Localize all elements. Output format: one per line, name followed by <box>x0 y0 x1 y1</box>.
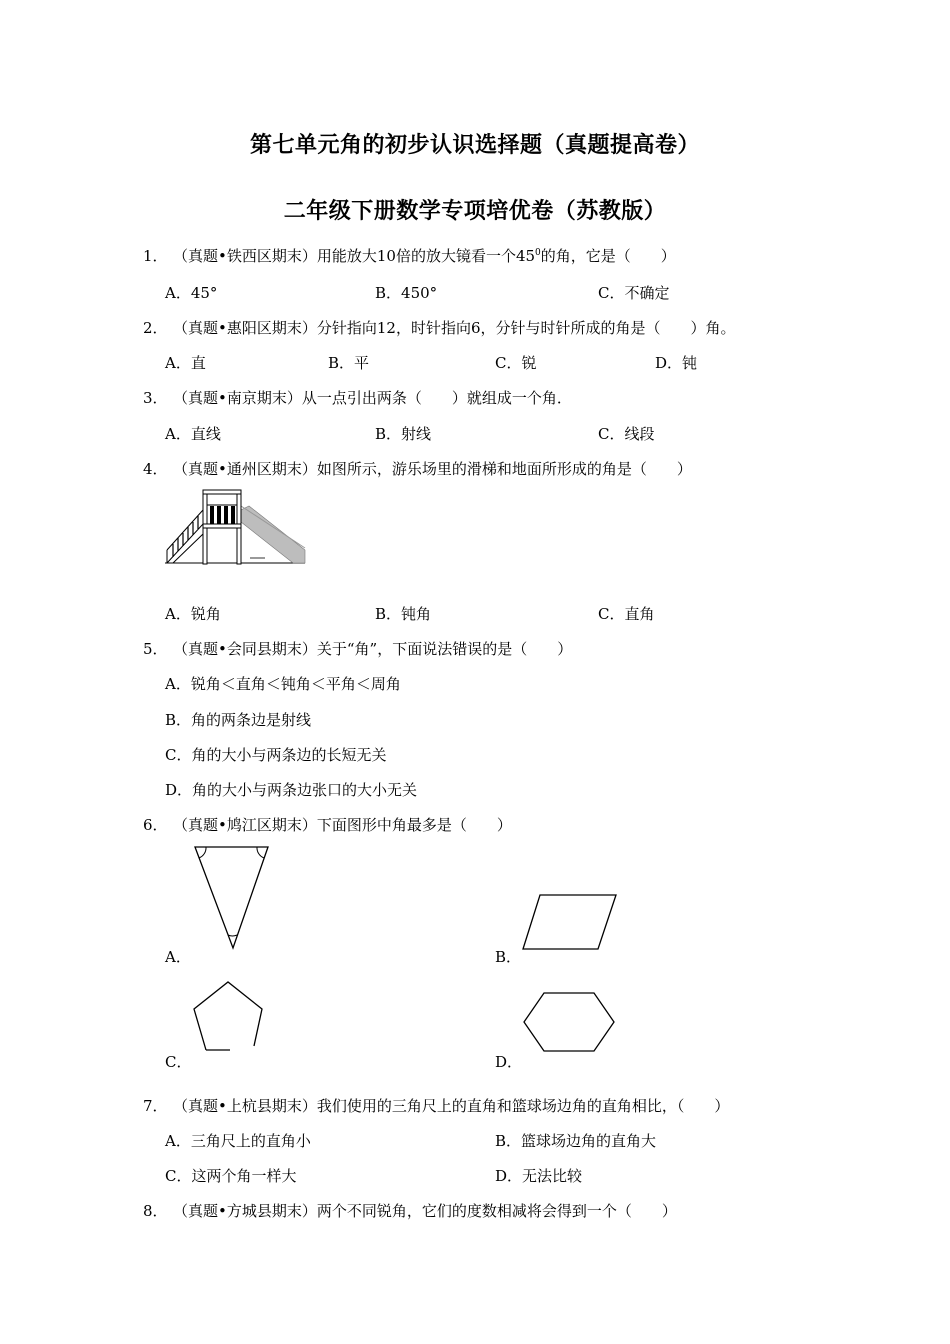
question-number: 1． <box>143 247 168 265</box>
option-b: B．平 <box>328 354 370 372</box>
question-text: 如图所示，游乐场里的滑梯和地面所形成的角是（ ） <box>316 460 692 478</box>
option-c: C．锐 <box>495 354 537 372</box>
option-a: A．锐角＜直角＜钝角＜平角＜周角 <box>165 675 401 693</box>
option-c: C．线段 <box>598 425 655 443</box>
option-a: A．直 <box>165 354 206 372</box>
question-number: 5． <box>143 640 168 658</box>
option-c: C． <box>165 1053 192 1071</box>
question-6 <box>143 814 512 835</box>
question-text: 我们使用的三角尺上的直角和篮球场边角的直角相比，（ ） <box>316 1097 730 1115</box>
hexagon-figure <box>520 990 618 1054</box>
question-text: 关于“角”，下面说法错误的是（ ） <box>316 640 573 658</box>
pentagon-figure <box>190 978 268 1054</box>
option-d: D．角的大小与两条边张口的大小无关 <box>165 781 418 799</box>
question-source: （真题•方城县期末） <box>173 1202 317 1220</box>
question-text: 两个不同锐角，它们的度数相减将会得到一个（ ） <box>316 1202 677 1220</box>
question-source: （真题•南京期末） <box>173 389 302 407</box>
option-c: C．不确定 <box>598 284 670 302</box>
question-number: 3． <box>143 389 168 407</box>
option-a: A． <box>165 948 191 966</box>
superscript: 0 <box>535 248 541 258</box>
question-3 <box>143 387 572 408</box>
option-b: B．钝角 <box>375 605 432 623</box>
option-a: A．直线 <box>165 425 221 443</box>
option-a: A．45° <box>165 284 218 302</box>
option-d: D．钝 <box>655 354 698 372</box>
question-source: （真题•惠阳区期末） <box>173 319 317 337</box>
question-source: （真题•铁西区期末） <box>173 247 317 265</box>
option-b: B．450° <box>375 284 438 302</box>
parallelogram-figure <box>520 892 620 952</box>
option-a: A．锐角 <box>165 605 221 623</box>
question-source: （真题•会同县期末） <box>173 640 317 658</box>
slide-figure <box>165 488 307 568</box>
option-c: C．角的大小与两条边的长短无关 <box>165 746 387 764</box>
question-source: （真题•鸠江区期末） <box>173 816 317 834</box>
question-text-end: 的角，它是（ ） <box>540 247 676 265</box>
question-1 <box>143 245 676 266</box>
question-4 <box>143 458 692 479</box>
question-8 <box>143 1200 677 1221</box>
option-a: A．三角尺上的直角小 <box>165 1132 311 1150</box>
question-text: 分针指向12，时针指向6，分针与时针所成的角是（ ）角。 <box>316 319 736 337</box>
option-b: B．篮球场边角的直角大 <box>495 1132 657 1150</box>
question-number: 6． <box>143 816 168 834</box>
page-subtitle: 二年级下册数学专项培优卷（苏教版） <box>283 198 667 224</box>
question-number: 2． <box>143 319 168 337</box>
option-b: B．射线 <box>375 425 432 443</box>
question-number: 8． <box>143 1202 168 1220</box>
question-7 <box>143 1095 729 1116</box>
question-text: 用能放大10倍的放大镜看一个45 <box>316 247 536 265</box>
question-text: 从一点引出两条（ ）就组成一个角． <box>301 389 572 407</box>
option-c: C．这两个角一样大 <box>165 1167 297 1185</box>
question-number: 4． <box>143 460 168 478</box>
question-5 <box>143 638 572 659</box>
option-b: B．角的两条边是射线 <box>165 711 312 729</box>
page-title: 第七单元角的初步认识选择题（真题提高卷） <box>249 132 700 158</box>
option-b: B． <box>495 948 522 966</box>
question-number: 7． <box>143 1097 168 1115</box>
option-d: D． <box>495 1053 523 1071</box>
option-c: C．直角 <box>598 605 655 623</box>
question-2 <box>143 317 736 338</box>
triangle-figure <box>190 844 274 952</box>
option-d: D．无法比较 <box>495 1167 583 1185</box>
question-source: （真题•通州区期末） <box>173 460 317 478</box>
question-text: 下面图形中角最多是（ ） <box>316 816 512 834</box>
question-source: （真题•上杭县期末） <box>173 1097 317 1115</box>
